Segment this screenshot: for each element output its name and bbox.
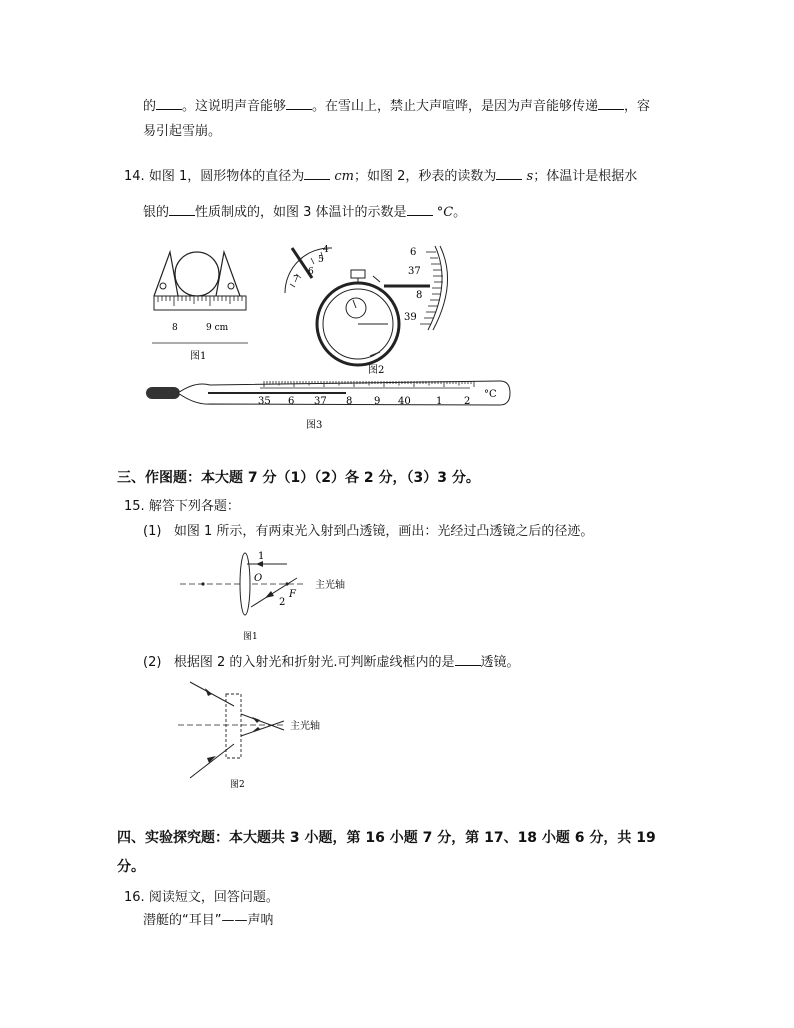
fig1-caption: 图1 <box>190 351 207 362</box>
fig2-min-tick-5: 5 <box>318 255 324 265</box>
fig1-ruler-with-circle <box>152 252 248 362</box>
fig2-sec-tick-39: 39 <box>404 312 417 323</box>
q14-line1: 14. 如图 1，圆形物体的直径为 cm；如图 2，秒表的读数为 s；体温计是根据水 <box>124 169 638 184</box>
answer-blank[interactable] <box>156 97 182 110</box>
fig3-tick-2: 2 <box>464 396 471 407</box>
focus-label: F <box>289 589 296 600</box>
q14-figures <box>140 238 520 438</box>
q14-line2: 银的 性质制成的，如图 3 体温计的示数是 °C。 <box>143 205 467 220</box>
fig3-tick-35: 35 <box>258 396 271 407</box>
answer-blank[interactable] <box>407 203 433 216</box>
q16-title: 潜艇的“耳目”——声呐 <box>143 913 274 928</box>
q15-sub2: (2) 根据图 2 的入射光和折射光.可判断虚线框内的是 透镜。 <box>143 655 520 670</box>
fig1-tick-9: 9 cm <box>206 323 229 333</box>
fig3-tick-6: 6 <box>288 396 295 407</box>
fig2-caption: 图2 <box>368 365 385 376</box>
fig3-tick-1: 1 <box>436 396 443 407</box>
q16-line: 16. 阅读短文，回答问题。 <box>124 890 279 905</box>
fig3-tick-40: 40 <box>398 396 411 407</box>
fig1-tick-8: 8 <box>172 323 178 333</box>
fig1-caption: 图1 <box>243 632 258 642</box>
q15-fig1-lens <box>175 547 375 647</box>
answer-blank[interactable] <box>496 167 522 180</box>
answer-blank[interactable] <box>598 97 624 110</box>
section4-heading-line1: 四、实验探究题：本大题共 3 小题，第 16 小题 7 分，第 17、18 小题 6 分，共 19 <box>117 830 656 846</box>
fig3-thermometer <box>146 381 510 431</box>
main-axis-label: 主光轴 <box>315 580 345 591</box>
q13-line2: 易引起雪崩。 <box>143 124 222 139</box>
section4-heading-line2: 分。 <box>117 859 145 875</box>
optical-center-label: O <box>254 573 263 584</box>
fig2-sec-tick-37: 37 <box>408 266 421 277</box>
fig2-min-tick-6: 6 <box>308 267 314 277</box>
fig2-sec-tick-6: 6 <box>410 247 417 258</box>
fig2-sec-tick-8: 8 <box>416 290 423 301</box>
answer-blank[interactable] <box>304 167 330 180</box>
q15-fig2-unknown-lens <box>172 678 342 798</box>
ray1-label: 1 <box>258 551 265 562</box>
fig2-min-tick-4: 4 <box>323 245 329 255</box>
q15-sub1: (1) 如图 1 所示，有两束光入射到凸透镜，画出：光经过凸透镜之后的径迹。 <box>143 524 594 539</box>
answer-blank[interactable] <box>455 653 481 666</box>
answer-blank[interactable] <box>286 97 312 110</box>
fig2-caption: 图2 <box>230 780 245 790</box>
fig2-min-tick-7: 7 <box>293 275 299 285</box>
section3-heading: 三、作图题：本大题 7 分（1）（2）各 2 分，（3）3 分。 <box>117 470 480 486</box>
fig3-tick-8: 8 <box>346 396 353 407</box>
q15-line: 15. 解答下列各题： <box>124 499 240 514</box>
ray2-label: 2 <box>279 597 286 608</box>
fig2-stopwatch <box>285 245 448 376</box>
q13-line1: 的 。这说明声音能够 。在雪山上，禁止大声喧哗，是因为声音能够传递 ，容 <box>143 99 651 114</box>
fig3-unit: °C <box>484 389 497 400</box>
fig3-caption: 图3 <box>306 420 323 431</box>
fig3-tick-9: 9 <box>374 396 381 407</box>
answer-blank[interactable] <box>169 203 195 216</box>
fig3-tick-37: 37 <box>314 396 327 407</box>
main-axis-label: 主光轴 <box>290 721 320 732</box>
